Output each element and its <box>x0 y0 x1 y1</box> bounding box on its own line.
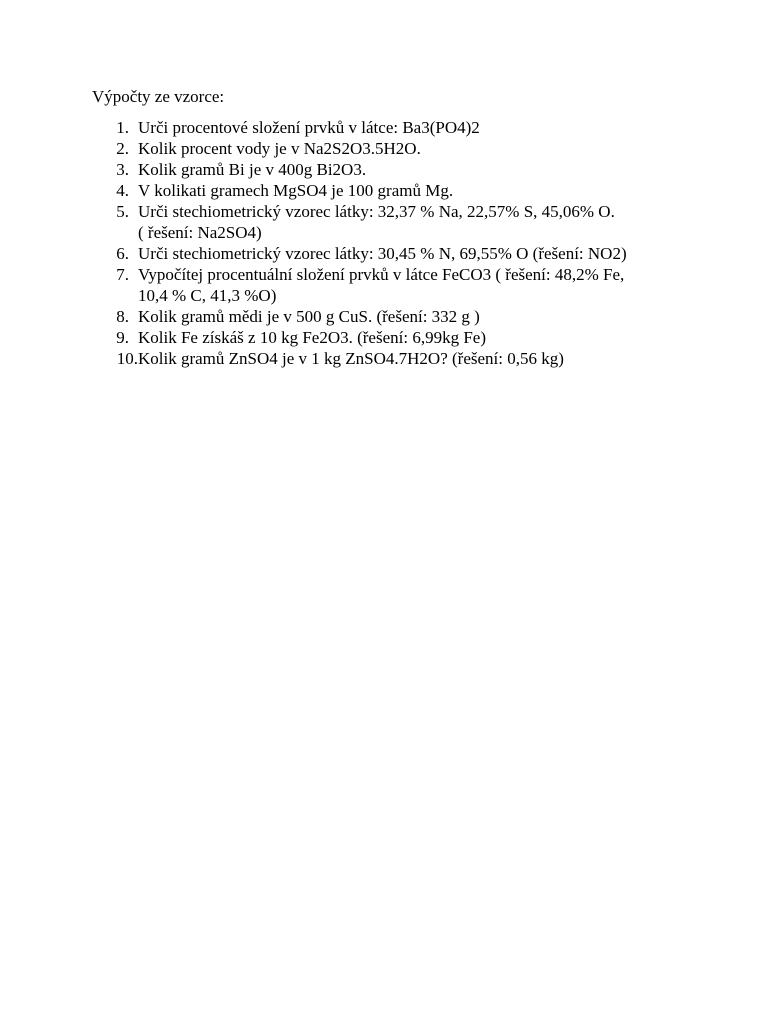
exercise-number: 4. <box>116 181 129 200</box>
exercise-item <box>92 306 692 327</box>
exercise-number: 1. <box>116 118 129 137</box>
exercise-number: 5. <box>116 202 129 221</box>
exercise-text-line: ( řešení: Na2SO4) <box>138 223 262 242</box>
exercise-item <box>92 201 692 243</box>
exercise-text-line: Kolik Fe získáš z 10 kg Fe2O3. (řešení: 6,99kg Fe) <box>138 328 486 347</box>
exercise-text-line: Vypočítej procentuální složení prvků v látce FeCO3 ( řešení: 48,2% Fe, <box>138 265 625 284</box>
exercise-text-line: Urči stechiometrický vzorec látky: 32,37 % Na, 22,57% S, 45,06% O. <box>138 202 615 221</box>
exercise-item <box>92 348 692 369</box>
exercise-number: 7. <box>116 265 129 284</box>
exercise-number: 6. <box>116 244 129 263</box>
exercise-text-line: Kolik gramů ZnSO4 je v 1 kg ZnSO4.7H2O? (řešení: 0,56 kg) <box>138 349 564 368</box>
exercise-item <box>92 327 692 348</box>
exercise-number: 9. <box>116 328 129 347</box>
exercise-text-line: 10,4 % C, 41,3 %O) <box>138 286 277 305</box>
document-heading: Výpočty ze vzorce: <box>92 87 225 106</box>
exercise-item <box>92 180 692 201</box>
exercise-number: 3. <box>116 160 129 179</box>
exercise-text-line: Kolik gramů mědi je v 500 g CuS. (řešení: 332 g ) <box>138 307 480 326</box>
exercise-text-line: Kolik gramů Bi je v 400g Bi2O3. <box>138 160 367 179</box>
exercise-number: 10. <box>116 349 138 368</box>
exercise-item <box>92 243 692 264</box>
exercise-item <box>92 138 692 159</box>
exercise-list <box>92 117 692 369</box>
exercise-text-line: V kolikati gramech MgSO4 je 100 gramů Mg. <box>138 181 454 200</box>
exercise-item <box>92 117 692 138</box>
exercise-text-line: Urči procentové složení prvků v látce: Ba3(PO4)2 <box>138 118 480 137</box>
exercise-item <box>92 159 692 180</box>
exercise-text-line: Urči stechiometrický vzorec látky: 30,45 % N, 69,55% O (řešení: NO2) <box>138 244 627 263</box>
exercise-item <box>92 264 692 306</box>
exercise-number: 8. <box>116 307 129 326</box>
exercise-text-line: Kolik procent vody je v Na2S2O3.5H2O. <box>138 139 421 158</box>
exercise-number: 2. <box>116 139 129 158</box>
